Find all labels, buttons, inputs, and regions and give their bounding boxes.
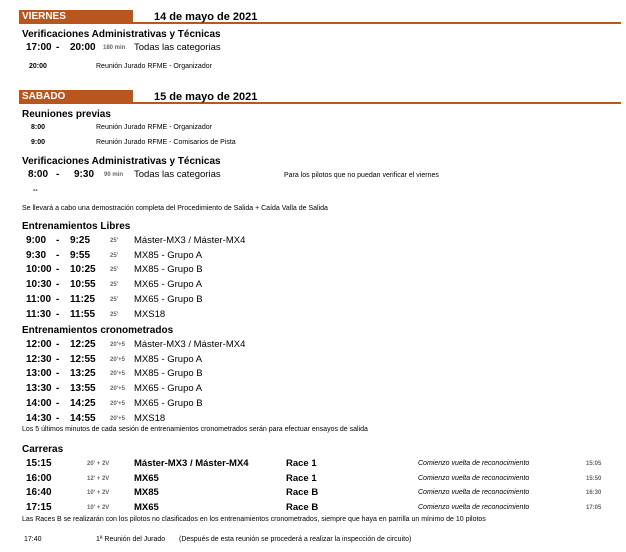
races-title: Carreras (22, 444, 64, 455)
friday-date: 14 de mayo de 2021 (133, 10, 621, 24)
dash: - (56, 309, 60, 320)
race-name: Race B (286, 487, 319, 498)
race-recon-time: 15:50 (586, 476, 602, 482)
race-duration: 20' + 2V (87, 461, 110, 467)
final-time: 17:40 (24, 536, 42, 543)
session-label: MX65 - Grupo B (134, 294, 203, 305)
dash: - (56, 264, 60, 275)
friday-verif-start: 17:00 (26, 42, 52, 53)
session-duration: 25' (110, 238, 119, 244)
dash: - (56, 413, 60, 424)
race-category: Máster-MX3 / Máster-MX4 (134, 458, 249, 469)
session-duration: 20'+5 (110, 386, 125, 392)
session-start: 10:00 (26, 264, 52, 275)
session-start: 13:30 (26, 383, 52, 394)
final-note: (Después de esta reunión se procederá a realizar la inspección de circuito) (179, 536, 412, 543)
dash: - (56, 250, 60, 261)
session-start: 10:30 (26, 279, 52, 290)
session-label: MX65 - Grupo A (134, 383, 203, 394)
race-note: Comienzo vuelta de reconocimiento (418, 489, 530, 496)
race-duration: 12' + 2V (87, 476, 110, 482)
session-label: MXS18 (134, 413, 166, 424)
dash: - (56, 294, 60, 305)
friday-meeting-time: 20:00 (29, 63, 47, 70)
race-recon-time: 16:30 (586, 490, 602, 496)
sat-verif-dur: 90 min (104, 172, 124, 178)
friday-verif-dur: 180 min (103, 45, 126, 51)
session-start: 11:00 (26, 294, 52, 305)
race-recon-time: 17:05 (586, 505, 602, 511)
saturday-header (19, 90, 621, 105)
session-duration: 25' (110, 267, 119, 273)
race-note: Comienzo vuelta de reconocimiento (418, 504, 530, 511)
friday-day: VIERNES (19, 10, 133, 24)
sat-verif-title: Verificaciones Administrativas y Técnicas (22, 156, 221, 167)
session-label: MX85 - Grupo A (134, 354, 203, 365)
race-duration: 10' + 2V (87, 505, 110, 511)
race-category: MX65 (134, 473, 159, 484)
sat-verif-note: Para los pilotos que no puedan verificar el viernes (284, 172, 439, 179)
session-end: 12:25 (70, 339, 96, 350)
session-end: 11:25 (70, 294, 96, 305)
session-label: MX85 - Grupo B (134, 264, 203, 275)
session-end: 14:55 (70, 413, 96, 424)
race-time: 15:15 (26, 458, 52, 469)
friday-meeting-label: Reunión Jurado RFME - Organizador (96, 63, 212, 70)
sat-verif-dash: -- (33, 187, 38, 194)
session-end: 13:55 (70, 383, 96, 394)
prev-time: 9:00 (31, 139, 46, 146)
session-label: MXS18 (134, 309, 166, 320)
session-duration: 25' (110, 297, 119, 303)
dash: - (56, 235, 60, 246)
session-end: 10:55 (70, 279, 96, 290)
race-note: Comienzo vuelta de reconocimiento (418, 460, 530, 467)
dash: - (56, 279, 60, 290)
session-duration: 20'+5 (110, 357, 125, 363)
session-duration: 20'+5 (110, 371, 125, 377)
session-duration: 25' (110, 312, 119, 318)
demo-note: Se llevará a cabo una demostración completa del Procedimiento de Salida + Caída Valla de Salida (22, 205, 328, 212)
session-start: 9:30 (26, 250, 47, 261)
session-start: 9:00 (26, 235, 47, 246)
race-category: MX85 (134, 487, 159, 498)
dash: - (56, 383, 60, 394)
dash: - (56, 368, 60, 379)
session-label: MX65 - Grupo B (134, 398, 203, 409)
session-label: MX85 - Grupo A (134, 250, 203, 261)
session-duration: 20'+5 (110, 342, 125, 348)
timed-note: Los 5 últimos minutos de cada sesión de entrenamientos cronometrados serán para efectuar ensayos de salida (22, 426, 368, 433)
prev-title: Reuniones previas (22, 109, 111, 120)
races-note: Las Races B se realizarán con los pilotos no clasificados en los entrenamientos cronometrados, siempre que haya en parrilla un mínimo de 10 pilotos (22, 516, 486, 523)
friday-verif-label: Todas las categorias (134, 42, 221, 53)
saturday-date: 15 de mayo de 2021 (133, 90, 621, 104)
race-name: Race 1 (286, 458, 317, 469)
prev-time: 8:00 (31, 124, 46, 131)
sat-verif-end: 9:30 (74, 169, 95, 180)
session-start: 12:30 (26, 354, 52, 365)
friday-header (19, 10, 621, 25)
race-duration: 10' + 2V (87, 490, 110, 496)
dash: - (56, 398, 60, 409)
session-duration: 20'+5 (110, 416, 125, 422)
saturday-day: SABADO (19, 90, 133, 104)
session-label: MX85 - Grupo B (134, 368, 203, 379)
dash: - (56, 169, 60, 180)
sat-verif-start: 8:00 (28, 169, 49, 180)
session-end: 12:55 (70, 354, 96, 365)
session-start: 14:30 (26, 413, 52, 424)
session-end: 13:25 (70, 368, 96, 379)
friday-verif-title: Verificaciones Administrativas y Técnicas (22, 29, 221, 40)
final-label: 1ª Reunión del Jurado (96, 536, 166, 543)
session-start: 11:30 (26, 309, 52, 320)
session-label: Máster-MX3 / Máster-MX4 (134, 339, 246, 350)
race-recon-time: 15:05 (586, 461, 602, 467)
session-duration: 25' (110, 282, 119, 288)
session-duration: 20'+5 (110, 401, 125, 407)
dash: - (56, 354, 60, 365)
prev-label: Reunión Jurado RFME - Comisarios de Pista (96, 139, 236, 146)
timed-title: Entrenamientos cronometrados (22, 325, 174, 336)
race-name: Race 1 (286, 473, 317, 484)
dash: - (56, 339, 60, 350)
session-start: 14:00 (26, 398, 52, 409)
race-time: 17:15 (26, 502, 52, 513)
race-time: 16:00 (26, 473, 52, 484)
race-note: Comienzo vuelta de reconocimiento (418, 475, 530, 482)
free-title: Entrenamientos Libres (22, 221, 131, 232)
session-end: 11:55 (70, 309, 96, 320)
dash: - (56, 42, 60, 53)
session-start: 12:00 (26, 339, 52, 350)
session-duration: 25' (110, 253, 119, 259)
sat-verif-label: Todas las categorias (134, 169, 221, 180)
session-end: 9:25 (70, 235, 91, 246)
session-label: MX65 - Grupo A (134, 279, 203, 290)
session-end: 14:25 (70, 398, 96, 409)
session-start: 13:00 (26, 368, 52, 379)
session-end: 9:55 (70, 250, 91, 261)
session-label: Máster-MX3 / Máster-MX4 (134, 235, 246, 246)
prev-label: Reunión Jurado RFME - Organizador (96, 124, 212, 131)
race-name: Race B (286, 502, 319, 513)
race-category: MX65 (134, 502, 159, 513)
race-time: 16:40 (26, 487, 52, 498)
friday-verif-end: 20:00 (70, 42, 96, 53)
session-end: 10:25 (70, 264, 96, 275)
